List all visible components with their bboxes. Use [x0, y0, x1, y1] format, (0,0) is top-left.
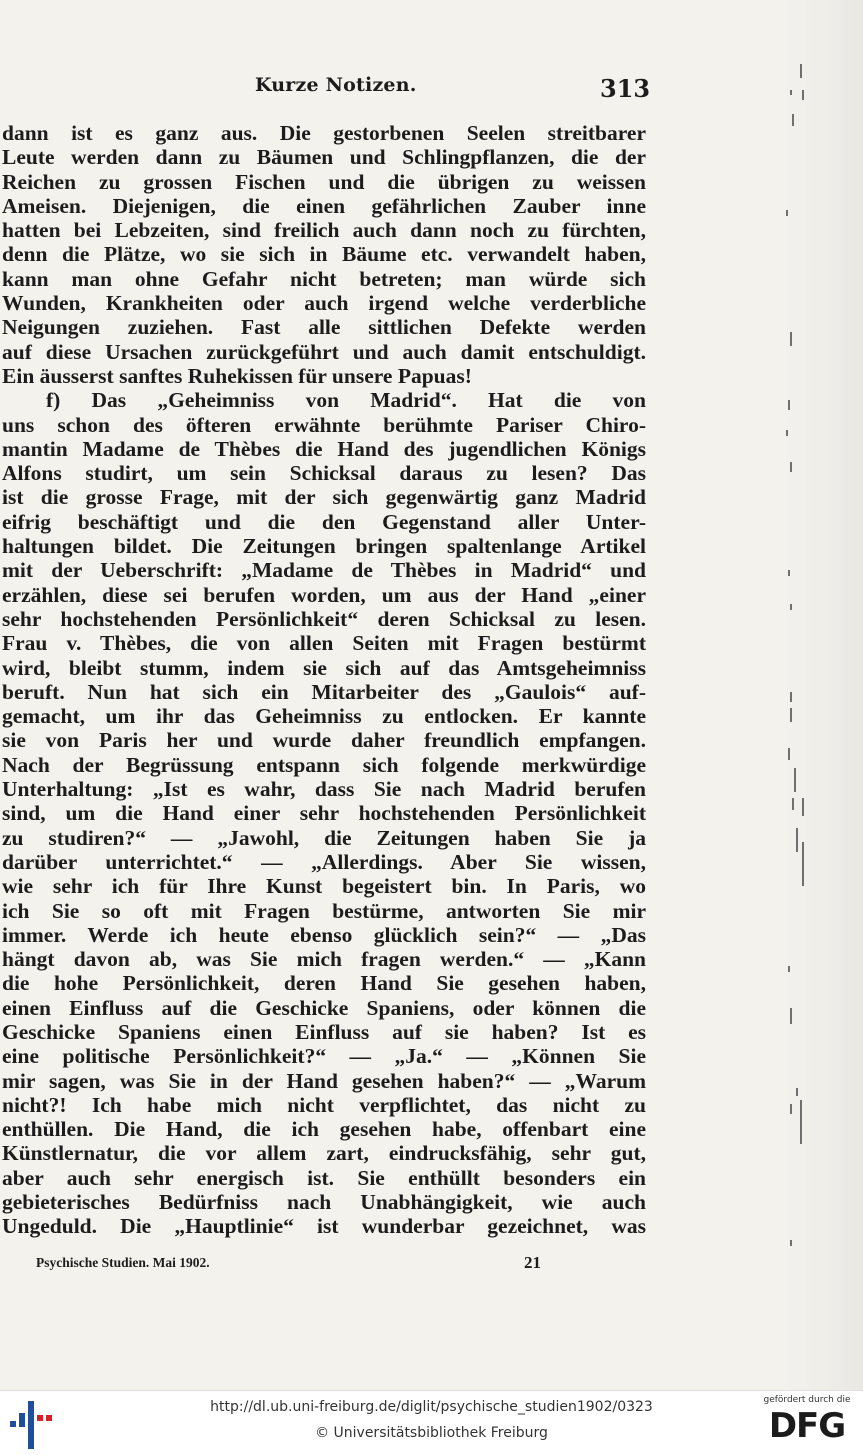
text-line: Reichen zu grossen Fischen und die übrigen zu weissen: [2, 169, 646, 194]
text-line: uns schon des öfteren erwähnte berühmte Pariser Chiro-: [2, 412, 646, 437]
sheet-signature: 21: [524, 1253, 541, 1272]
text-line: Geschicke Spaniens einen Einfluss auf sie haben? Ist es: [2, 1019, 646, 1044]
text-line: auf diese Ursachen zurückgeführt und auch damit entschuldigt.: [2, 339, 646, 364]
text-line: Künstlernatur, die vor allem zart, eindrucksfähig, sehr gut,: [2, 1141, 646, 1166]
dfg-logo-icon: DFG: [768, 1406, 846, 1446]
text-line: Ameisen. Diejenigen, die einen gefährlichen Zauber inne: [2, 193, 646, 218]
text-line: enthüllen. Die Hand, die ich gesehen habe, offenbart eine: [2, 1117, 646, 1142]
text-line: hängt davon ab, was Sie mich fragen werden.“ — „Kann: [2, 947, 646, 972]
page-gutter: [780, 0, 863, 1390]
text-line: haltungen bildet. Die Zeitungen bringen spaltenlange Artikel: [2, 534, 646, 559]
page-footer: [0, 1255, 660, 1277]
text-line: wird, bleibt stumm, indem sie sich auf das Amtsgeheimniss: [2, 655, 646, 680]
text-line: Neigungen zuziehen. Fast alle sittlichen Defekte werden: [2, 315, 646, 340]
text-line: gebieterisches Bedürfniss nach Unabhängigkeit, wie auch: [2, 1190, 646, 1215]
text-line: wie sehr ich für Ihre Kunst begeistert bin. In Paris, wo: [2, 874, 646, 899]
text-line: Ungeduld. Die „Hauptlinie“ ist wunderbar gezeichnet, was: [2, 1214, 646, 1239]
text-line: die hohe Persönlichkeit, deren Hand Sie gesehen haben,: [2, 971, 646, 996]
text-line: Unterhaltung: „Ist es wahr, dass Sie nach Madrid berufen: [2, 777, 646, 802]
text-line: mit der Ueberschrift: „Madame de Thèbes in Madrid“ und: [2, 558, 646, 583]
text-line: denn die Plätze, wo sie sich in Bäume etc. verwandelt haben,: [2, 242, 646, 267]
text-line: darüber unterrichtet.“ — „Allerdings. Aber Sie wissen,: [2, 849, 646, 874]
dfg-funding-badge[interactable]: [757, 1395, 857, 1453]
text-line: eine politische Persönlichkeit?“ — „Ja.“ — „Können Sie: [2, 1044, 646, 1069]
text-line: f) Das „Geheimniss von Madrid“. Hat die von: [46, 388, 646, 413]
text-line: hatten bei Lebzeiten, sind freilich auch dann noch zu fürchten,: [2, 218, 646, 243]
text-line: einen Einfluss auf die Geschicke Spaniens, oder können die: [2, 995, 646, 1020]
text-line: beruft. Nun hat sich ein Mitarbeiter des „Gaulois“ auf-: [2, 679, 646, 704]
text-line: kann man ohne Gefahr nicht betreten; man würde sich: [2, 266, 646, 291]
text-line: Alfons studirt, um sein Schicksal daraus zu lesen? Das: [2, 461, 646, 486]
text-line: eifrig beschäftigt und die den Gegenstand aller Unter-: [2, 509, 646, 534]
journal-signature: Psychische Studien. Mai 1902.: [36, 1255, 210, 1270]
text-line: aber auch sehr energisch ist. Sie enthüllt besonders ein: [2, 1165, 646, 1190]
text-line: mir sagen, was Sie in der Hand gesehen haben?“ — „Warum: [2, 1068, 646, 1093]
permalink-url[interactable]: http://dl.ub.uni-freiburg.de/diglit/psychische_studien1902/0323: [210, 1399, 653, 1415]
text-line: sie von Paris her und wurde daher freundlich empfangen.: [2, 728, 646, 753]
body-text: [2, 121, 646, 1239]
viewer-footer-bar: [0, 1390, 863, 1455]
running-title: Kurze Notizen.: [255, 74, 417, 96]
text-line: zu studiren?“ — „Jawohl, die Zeitungen haben Sie ja: [2, 825, 646, 850]
text-line: dann ist es ganz aus. Die gestorbenen Seelen streitbarer: [2, 121, 646, 145]
text-line: immer. Werde ich heute ebenso glücklich sein?“ — „Das: [2, 922, 646, 947]
text-line: Leute werden dann zu Bäumen und Schlingpflanzen, die der: [2, 145, 646, 170]
text-line: ist die grosse Frage, mit der sich gegenwärtig ganz Madrid: [2, 485, 646, 510]
text-line: sind, um die Hand einer sehr hochstehenden Persönlichkeit: [2, 801, 646, 826]
text-line: mantin Madame de Thèbes die Hand des jugendlichen Königs: [2, 436, 646, 461]
text-line: Wunden, Krankheiten oder auch irgend welche verderbliche: [2, 291, 646, 316]
text-line: ich Sie so oft mit Fragen bestürme, antworten Sie mir: [2, 898, 646, 923]
text-line: Nach der Begrüssung entspann sich folgende merkwürdige: [2, 752, 646, 777]
page-header: [0, 70, 660, 110]
copyright-notice: © Universitätsbibliothek Freiburg: [315, 1425, 548, 1441]
funding-caption: gefördert durch die: [763, 1395, 851, 1405]
text-line: erzählen, diese sei berufen worden, um aus der Hand „einer: [2, 582, 646, 607]
page-number: 313: [600, 74, 651, 103]
text-line: gemacht, um ihr das Geheimniss zu entlocken. Er kannte: [2, 704, 646, 729]
text-line: nicht?! Ich habe mich nicht verpflichtet, das nicht zu: [2, 1092, 646, 1117]
text-line: Frau v. Thèbes, die von allen Seiten mit Fragen bestürmt: [2, 631, 646, 656]
text-line: sehr hochstehenden Persönlichkeit“ deren Schicksal zu lesen.: [2, 606, 646, 631]
text-line: Ein äusserst sanftes Ruhekissen für unsere Papuas!: [2, 363, 472, 388]
